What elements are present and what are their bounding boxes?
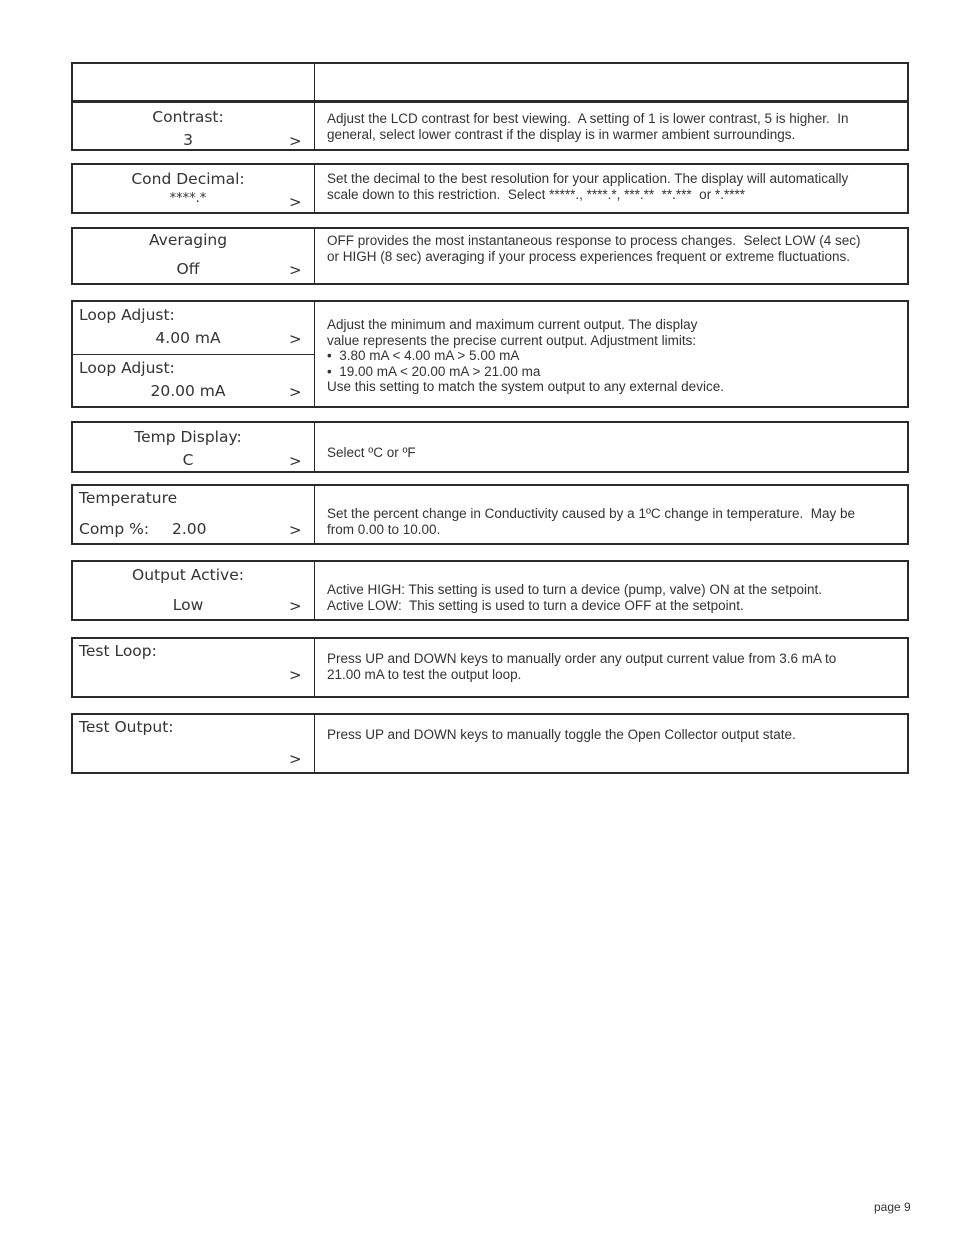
test-output-desc-line: Press UP and DOWN keys to manually toggle the Open Collector output state. [327, 727, 796, 742]
temp-display-arrow-icon[interactable]: > [289, 452, 302, 470]
temperature-comp-row [71, 484, 909, 545]
temp-display-left-cell [73, 423, 315, 471]
temperature-comp-left-cell [73, 486, 315, 543]
output-active-title: Output Active: [132, 566, 244, 584]
test-loop-row [71, 637, 909, 698]
contrast-row [71, 101, 909, 151]
test-output-description [327, 727, 897, 743]
temp-display-row [71, 421, 909, 473]
averaging-desc-line: OFF provides the most instantaneous response to process changes. Select LOW (4 sec) [327, 233, 861, 248]
loop-adjust-desc-line: Adjust the minimum and maximum current output. The display [327, 317, 698, 332]
header-left-cell [73, 64, 315, 100]
temperature-comp-desc-line: Set the percent change in Conductivity caused by a 1ºC change in temperature. May be [327, 506, 855, 521]
output-active-left-cell [73, 562, 315, 619]
temperature-comp-description [327, 506, 897, 537]
contrast-arrow-icon[interactable]: > [289, 132, 302, 150]
averaging-left-cell [73, 229, 315, 283]
loop-adjust-min-value: 4.00 mA [155, 329, 221, 347]
contrast-value: 3 [183, 131, 193, 149]
averaging-arrow-icon[interactable]: > [289, 261, 302, 279]
contrast-title: Contrast: [152, 108, 224, 126]
cond-decimal-title: Cond Decimal: [131, 170, 245, 188]
loop-adjust-min-title: Loop Adjust: [79, 306, 175, 324]
contrast-desc-line: general, select lower contrast if the display is in warmer ambient surroundings. [327, 126, 796, 142]
temp-display-title: Temp Display: [134, 428, 242, 446]
output-active-desc-line: Active HIGH: This setting is used to turn a device (pump, valve) ON at the setpoint. [327, 582, 822, 597]
loop-adjust-desc-line: • 19.00 mA < 20.00 mA > 21.00 ma [327, 363, 541, 379]
loop-adjust-max-value: 20.00 mA [150, 382, 226, 400]
output-active-desc-line: Active LOW: This setting is used to turn a device OFF at the setpoint. [327, 597, 744, 613]
test-loop-arrow-icon[interactable]: > [289, 666, 302, 684]
page-number: page 9 [874, 1200, 911, 1214]
test-loop-desc-line: 21.00 mA to test the output loop. [327, 666, 522, 682]
output-active-arrow-icon[interactable]: > [289, 597, 302, 615]
averaging-row [71, 227, 909, 285]
cond-decimal-desc-line: scale down to this restriction. Select *****., ****.*, ***.** **.*** or *.**** [327, 186, 745, 202]
averaging-title: Averaging [148, 231, 228, 249]
loop-adjust-row [71, 300, 909, 408]
output-active-description [327, 582, 897, 613]
header-row [71, 62, 909, 102]
output-active-row [71, 560, 909, 621]
temperature-comp-value: 2.00 [172, 520, 207, 538]
temperature-comp-label: Comp %: [79, 520, 150, 538]
test-output-arrow-icon[interactable]: > [289, 750, 302, 768]
loop-adjust-desc-line: value represents the precise current output. Adjustment limits: [327, 332, 697, 348]
test-loop-title: Test Loop: [79, 642, 157, 660]
temperature-comp-title: Temperature [79, 489, 178, 507]
averaging-value: Off [176, 260, 200, 278]
cond-decimal-left-cell [73, 165, 315, 212]
temp-display-value: C [182, 451, 194, 469]
contrast-left-cell [73, 103, 315, 149]
test-output-row [71, 713, 909, 774]
test-loop-desc-line: Press UP and DOWN keys to manually order any output current value from 3.6 mA to [327, 651, 837, 666]
cond-decimal-row [71, 163, 909, 214]
contrast-desc-line: Adjust the LCD contrast for best viewing. A setting of 1 is lower contrast, 5 is higher. In [327, 111, 849, 126]
test-loop-description [327, 651, 897, 682]
temp-display-description [327, 445, 897, 461]
output-active-value: Low [172, 596, 204, 614]
test-loop-left-cell [73, 639, 315, 696]
loop-adjust-max-arrow-icon[interactable]: > [289, 383, 302, 401]
cond-decimal-description [327, 171, 897, 202]
cond-decimal-desc-line: Set the decimal to the best resolution for your application. The display will automatically [327, 171, 849, 186]
loop-adjust-desc-line: Use this setting to match the system output to any external device. [327, 379, 724, 394]
temp-display-desc-line: Select ºC or ºF [327, 445, 416, 460]
cond-decimal-value: ****.* [169, 191, 207, 206]
loop-adjust-desc-line: • 3.80 mA < 4.00 mA > 5.00 mA [327, 348, 520, 363]
loop-adjust-description [327, 317, 897, 395]
temperature-comp-desc-line: from 0.00 to 10.00. [327, 521, 441, 537]
loop-adjust-min-arrow-icon[interactable]: > [289, 330, 302, 348]
loop-adjust-max-title: Loop Adjust: [79, 359, 175, 377]
temperature-comp-arrow-icon[interactable]: > [289, 521, 302, 539]
loop-adjust-left-cell [73, 302, 315, 406]
test-output-title: Test Output: [79, 718, 174, 736]
cond-decimal-arrow-icon[interactable]: > [289, 193, 302, 211]
loop-adjust-divider [73, 354, 315, 355]
test-output-left-cell [73, 715, 315, 772]
contrast-description [327, 111, 897, 142]
averaging-desc-line: or HIGH (8 sec) averaging if your process experiences frequent or extreme fluctuations. [327, 248, 850, 264]
averaging-description [327, 233, 897, 264]
